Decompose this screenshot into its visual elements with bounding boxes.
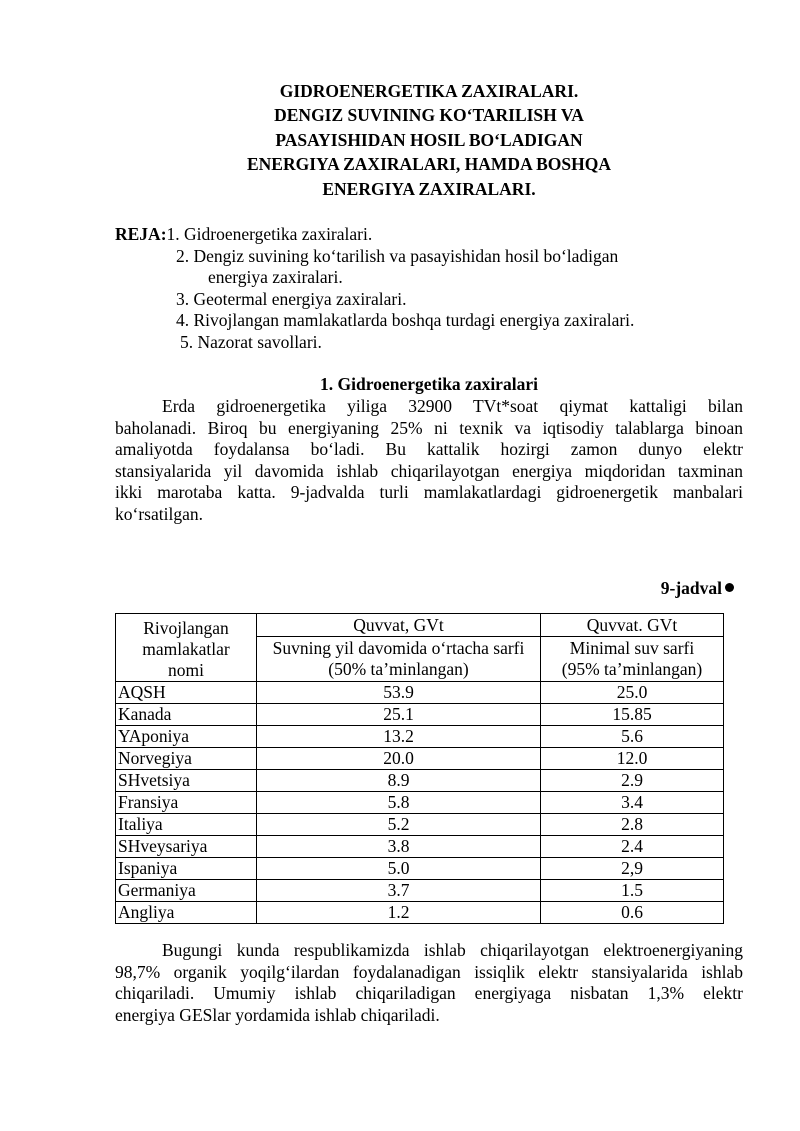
- paragraph-line: ikki marotaba katta. 9-jadvalda turli mamlakatlardagi gidroenergetik manbalari: [115, 482, 743, 503]
- table-label-text: 9-jadval: [660, 578, 722, 598]
- table-row: [116, 814, 724, 836]
- table-row: [116, 770, 724, 792]
- cell-country: AQSH: [116, 682, 257, 704]
- plan-item-text: 2. Dengiz suvining ko‘tarilish va pasayishidan hosil bo‘ladigan: [176, 245, 619, 266]
- hydro-resources-table: [115, 613, 724, 924]
- cell-min: 5.6: [541, 726, 724, 748]
- plan-item-text: 4. Rivojlangan mamlakatlarda boshqa turdagi energiya zaxiralari.: [176, 310, 635, 331]
- subheader-avg-flow: [257, 637, 541, 682]
- table-row: [116, 880, 724, 902]
- header-power-avg: Quvvat, GVt: [257, 614, 541, 637]
- section-paragraph: [115, 396, 743, 526]
- header-text: nomi: [168, 660, 204, 680]
- table-row: [116, 858, 724, 880]
- paragraph-line: stansiyalarida yil davomida ishlab chiqarilayotgan energiya miqdoridan taxminan: [115, 460, 743, 481]
- table-row: [116, 792, 724, 814]
- paragraph-line: Bugungi kunda respublikamizda ishlab chiqarilayotgan elektroenergiyaning: [162, 940, 743, 960]
- cell-country: Fransiya: [116, 792, 257, 814]
- paragraph-line: energiya GESlar yordamida ishlab chiqariladi.: [115, 1004, 440, 1025]
- cell-country: Italiya: [116, 814, 257, 836]
- cell-country: Germaniya: [116, 880, 257, 902]
- section-heading: 1. Gidroenergetika zaxiralari: [320, 374, 538, 394]
- cell-min: 1.5: [541, 880, 724, 902]
- subheader-min-flow: [541, 637, 724, 682]
- closing-paragraph: [115, 940, 743, 1026]
- plan-item-text: 3. Geotermal energiya zaxiralari.: [176, 288, 407, 309]
- table-row: [116, 836, 724, 858]
- paragraph-line: baholanadi. Biroq bu energiyaning 25% ni texnik va iqtisodiy talablarga binoan: [115, 417, 743, 438]
- table-row: [116, 902, 724, 924]
- plan-item-2-continued: [115, 267, 634, 289]
- plan-item-text: energiya zaxiralari.: [208, 267, 343, 288]
- plan-item-2: [115, 246, 634, 268]
- cell-min: 2,9: [541, 858, 724, 880]
- cell-avg: 20.0: [257, 748, 541, 770]
- header-power-min: Quvvat. GVt: [541, 614, 724, 637]
- title-line: GIDROENERGETIKA ZAXIRALARI.: [279, 81, 579, 101]
- cell-country: Kanada: [116, 704, 257, 726]
- plan-item-5: [115, 332, 634, 354]
- paragraph-line: ko‘rsatilgan.: [115, 503, 203, 524]
- header-text: Minimal suv sarfi: [569, 638, 695, 658]
- cell-avg: 8.9: [257, 770, 541, 792]
- cell-min: 2.9: [541, 770, 724, 792]
- cell-avg: 5.8: [257, 792, 541, 814]
- title-line: DENGIZ SUVINING KO‘TARILISH VA: [274, 105, 584, 126]
- cell-country: YAponiya: [116, 726, 257, 748]
- table-row: [116, 726, 724, 748]
- table-header-row: [116, 614, 724, 637]
- plan-list: [115, 224, 634, 354]
- cell-min: 12.0: [541, 748, 724, 770]
- paragraph-line: amaliyotda foydalansa bo‘ladi. Bu kattalik hozirgi zamon dunyo elektr: [115, 439, 743, 460]
- cell-min: 2.4: [541, 836, 724, 858]
- cell-country: Angliya: [116, 902, 257, 924]
- plan-item-1: [115, 224, 634, 246]
- bullet-dot-icon: [725, 583, 734, 592]
- plan-item-3: [115, 289, 634, 311]
- header-country: [116, 614, 257, 682]
- title-line: PASAYISHIDAN HOSIL BO‘LADIGAN: [275, 129, 583, 150]
- header-text: Suvning yil davomida o‘rtacha sarfi: [272, 638, 525, 658]
- plan-item-text: 1. Gidroenergetika zaxiralari.: [166, 224, 373, 244]
- title-line: ENERGIYA ZAXIRALARI.: [322, 178, 536, 199]
- cell-avg: 13.2: [257, 726, 541, 748]
- cell-min: 2.8: [541, 814, 724, 836]
- header-text: mamlakatlar: [142, 639, 230, 659]
- table-row: [116, 748, 724, 770]
- plan-item-4: [115, 310, 634, 332]
- cell-avg: 5.0: [257, 858, 541, 880]
- paragraph-line: Erda gidroenergetika yiliga 32900 TVt*soat qiymat kattaligi bilan: [162, 396, 743, 416]
- table-row: [116, 704, 724, 726]
- cell-country: SHvetsiya: [116, 770, 257, 792]
- table-label: [661, 578, 734, 600]
- cell-avg: 3.8: [257, 836, 541, 858]
- cell-min: 0.6: [541, 902, 724, 924]
- plan-label: REJA:: [115, 224, 167, 244]
- cell-min: 15.85: [541, 704, 724, 726]
- cell-country: Norvegiya: [116, 748, 257, 770]
- cell-avg: 5.2: [257, 814, 541, 836]
- document-title: [115, 79, 743, 201]
- cell-country: SHveysariya: [116, 836, 257, 858]
- plan-item-text: 5. Nazorat savollari.: [180, 331, 322, 352]
- header-text: (50% ta’minlangan): [328, 659, 469, 679]
- header-text: Rivojlangan: [143, 618, 229, 638]
- paragraph-line: chiqariladi. Umumiy ishlab chiqariladigan energiyaga nisbatan 1,3% elektr: [115, 983, 743, 1004]
- cell-avg: 53.9: [257, 682, 541, 704]
- cell-avg: 3.7: [257, 880, 541, 902]
- cell-min: 3.4: [541, 792, 724, 814]
- cell-avg: 25.1: [257, 704, 541, 726]
- cell-avg: 1.2: [257, 902, 541, 924]
- title-line: ENERGIYA ZAXIRALARI, HAMDA BOSHQA: [247, 154, 611, 175]
- cell-min: 25.0: [541, 682, 724, 704]
- paragraph-line: 98,7% organik yoqilg‘ilardan foydalanadigan issiqlik elektr stansiyalarida ishlab: [115, 961, 743, 982]
- header-text: (95% ta’minlangan): [561, 659, 703, 679]
- table-row: [116, 682, 724, 704]
- cell-country: Ispaniya: [116, 858, 257, 880]
